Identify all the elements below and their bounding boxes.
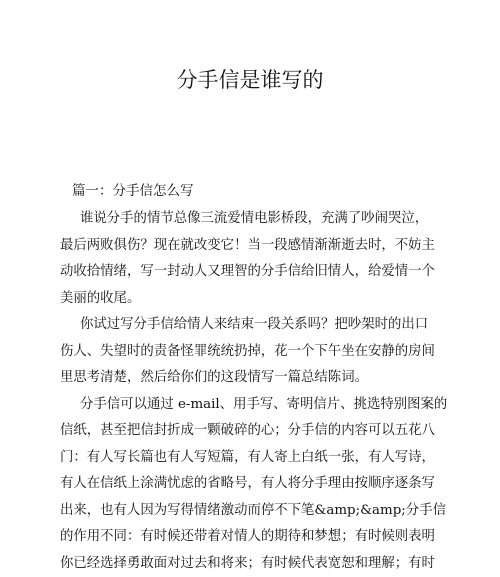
paragraph-line: 有人在信纸上涂满忧虑的省略号，有人将分手理由按顺序逐条写 <box>60 471 452 498</box>
paragraph-line: 门：有人写长篇也有人写短篇，有人寄上白纸一张，有人写诗， <box>60 445 452 472</box>
paragraph-line: 出来，也有人因为写得情绪激动而停不下笔&amp;&amp;分手信 <box>60 498 452 525</box>
paragraph-line: 伤人、失望时的责备怪罪统统扔掉，花一个下午坐在安静的房间 <box>60 339 452 366</box>
paragraph-1 <box>60 206 452 312</box>
paragraph-line: 你试过写分手信给情人来结束一段关系吗？把吵架时的出口 <box>60 312 452 339</box>
paragraph-line: 分手信可以通过 e-mail、用手写、寄明信片、挑选特别图案的 <box>60 392 452 419</box>
paragraph-line: 美丽的收尾。 <box>60 286 452 313</box>
paragraph-line: 谁说分手的情节总像三流爱情电影桥段，充满了吵闹哭泣， <box>60 206 452 233</box>
document-title: 分手信是谁写的 <box>0 66 500 94</box>
paragraph-line: 信纸，甚至把信封折成一颗破碎的心；分手信的内容可以五花八 <box>60 418 452 445</box>
paragraph-line: 的作用不同：有时候还带着对情人的期待和梦想；有时候则表明 <box>60 524 452 551</box>
paragraph-line: 你已经选择勇敢面对过去和将来；有时候代表宽恕和理解；有时 <box>60 551 452 577</box>
paragraph-line: 里思考清楚，然后给你们的这段情写一篇总结陈词。 <box>60 365 452 392</box>
paragraph-line: 最后两败俱伤？现在就改变它！当一段感情渐渐逝去时，不妨主 <box>60 233 452 260</box>
paragraph-2 <box>60 312 452 392</box>
paragraph-line: 动收拾情绪，写一封动人又理智的分手信给旧情人，给爱情一个 <box>60 259 452 286</box>
document-body <box>60 206 452 577</box>
paragraph-3 <box>60 392 452 577</box>
section-heading: 篇一：分手信怎么写 <box>72 181 194 201</box>
